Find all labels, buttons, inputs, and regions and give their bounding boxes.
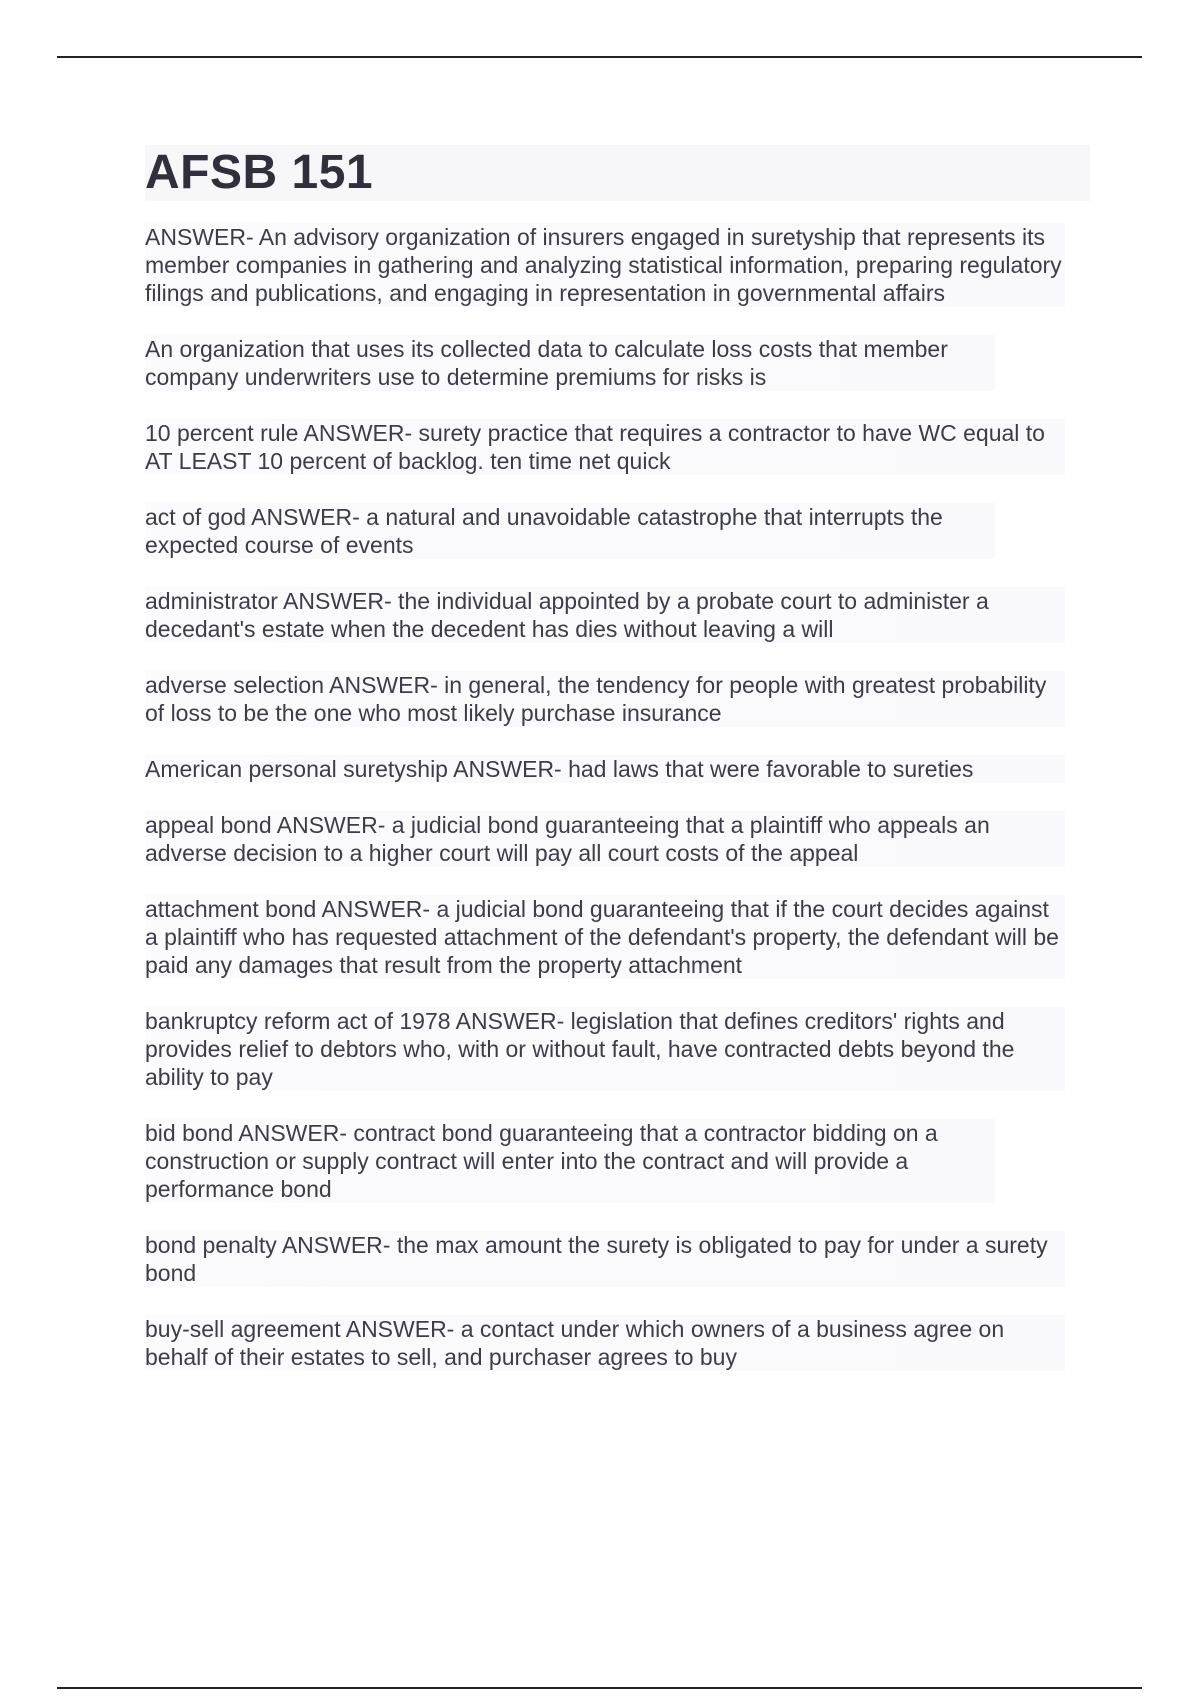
bottom-divider — [57, 1687, 1142, 1689]
document-body — [145, 145, 1090, 1399]
entry-text: An organization that uses its collected data to calculate loss costs that member company underwriters use to determine premiums for risks is — [145, 335, 995, 391]
page-title: AFSB 151 — [145, 146, 374, 199]
entry-text: bid bond ANSWER- contract bond guaranteeing that a contractor bidding on a construction or supply contract will enter into the contract and will provide a performance bond — [145, 1119, 995, 1203]
entry-text: ANSWER- An advisory organization of insurers engaged in suretyship that represents its member companies in gathering and analyzing statistical information, preparing regulatory filings and publications, and engaging in representation in governmental affairs — [145, 223, 1065, 307]
top-divider — [57, 56, 1142, 58]
entry-text: buy-sell agreement ANSWER- a contact under which owners of a business agree on behalf of their estates to sell, and purchaser agrees to buy — [145, 1315, 1065, 1371]
title-block — [145, 145, 1090, 201]
entry-text: American personal suretyship ANSWER- had laws that were favorable to sureties — [145, 755, 1065, 783]
entry-text: bankruptcy reform act of 1978 ANSWER- legislation that defines creditors' rights and provides relief to debtors who, with or without fault, have contracted debts beyond the ability to pay — [145, 1007, 1065, 1091]
entry-text: appeal bond ANSWER- a judicial bond guaranteeing that a plaintiff who appeals an adverse decision to a higher court will pay all court costs of the appeal — [145, 811, 1065, 867]
entry-text: attachment bond ANSWER- a judicial bond guaranteeing that if the court decides against a plaintiff who has requested attachment of the defendant's property, the defendant will be paid any damages that result from the property attachment — [145, 895, 1065, 979]
entry-text: 10 percent rule ANSWER- surety practice that requires a contractor to have WC equal to AT LEAST 10 percent of backlog. ten time net quick — [145, 419, 1065, 475]
entry-text: administrator ANSWER- the individual appointed by a probate court to administer a decedant's estate when the decedent has dies without leaving a will — [145, 587, 1065, 643]
entry-text: act of god ANSWER- a natural and unavoidable catastrophe that interrupts the expected course of events — [145, 503, 995, 559]
entry-text: adverse selection ANSWER- in general, the tendency for people with greatest probability of loss to be the one who most likely purchase insurance — [145, 671, 1065, 727]
entry-text: bond penalty ANSWER- the max amount the surety is obligated to pay for under a surety bond — [145, 1231, 1065, 1287]
